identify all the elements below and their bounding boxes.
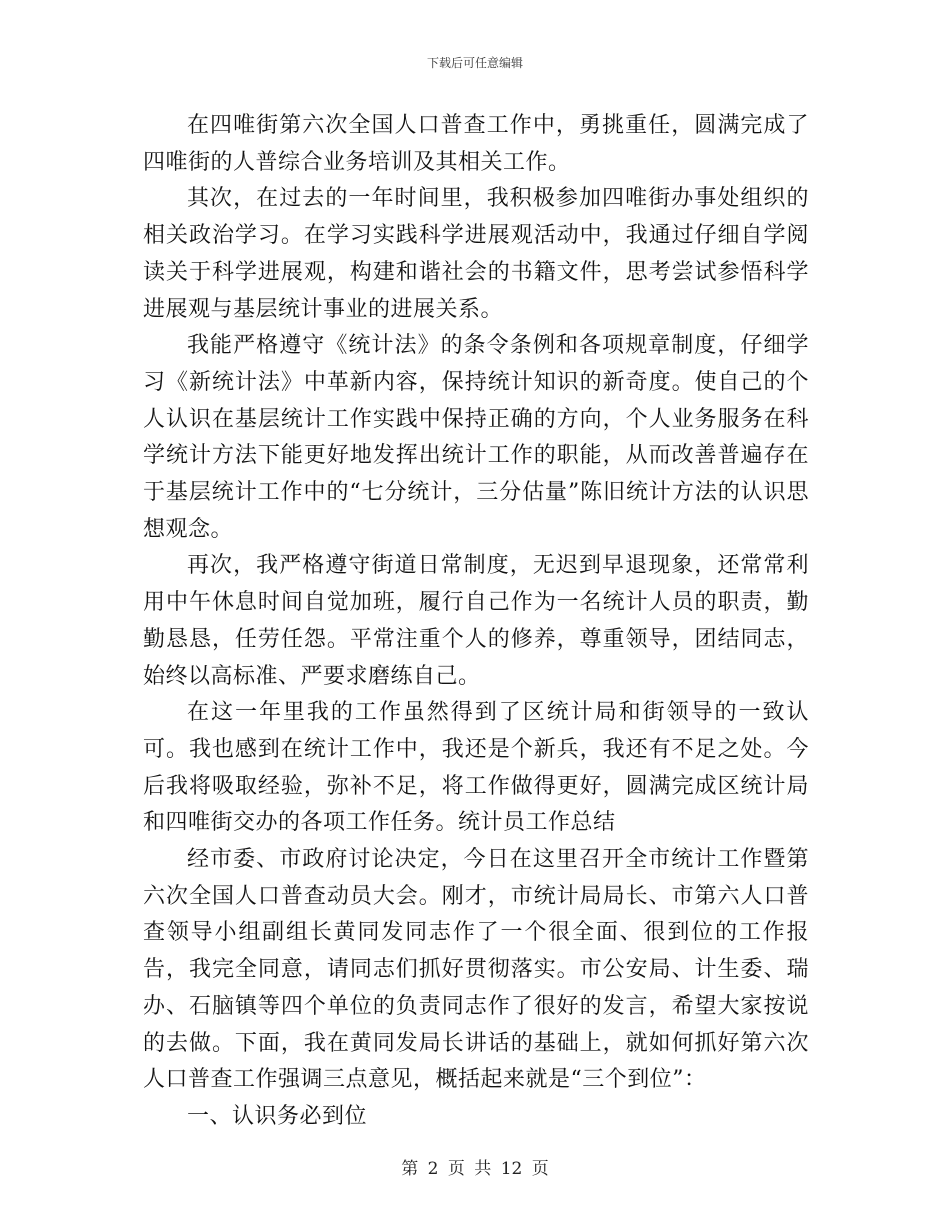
paragraph: 经市委、市政府讨论决定，今日在这里召开全市统计工作暨第六次全国人口普查动员大会。刚才，市统计局局长、市第六人口普查领导小组副组长黄同发同志作了一个很全面、很到位的工作报告，我完全同意，请同志们抓好贯彻落实。市公安局、计生委、瑞办、石脑镇等四个单位的负责同志作了很好的发言，希望大家按说的去做。下面，我在黄同发局长讲话的基础上，就如何抓好第六次人口普查工作强调三点意见，概括起来就是“三个到位”： <box>143 847 809 1093</box>
paragraph: 在这一年里我的工作虽然得到了区统计局和街领导的一致认可。我也感到在统计工作中，我还是个新兵，我还有不足之处。今后我将吸取经验，弥补不足，将工作做得更好，圆满完成区统计局和四唯街交办的各项工作任务。统计员工作总结 <box>143 700 809 836</box>
section-heading: 一、认识务必到位 <box>187 1103 368 1129</box>
page-header: 下载后可任意编辑 <box>426 56 523 70</box>
page-number: 第 2 页 共 12 页 <box>401 1159 549 1179</box>
document-body <box>143 108 809 1136</box>
paragraph: 其次，在过去的一年时间里，我积极参加四唯街办事处组织的相关政治学习。在学习实践科学进展观活动中，我通过仔细自学阅读关于科学进展观，构建和谐社会的书籍文件，思考尝试参悟科学进展观与基层统计事业的进展关系。 <box>143 186 809 322</box>
paragraph: 再次，我严格遵守街道日常制度，无迟到早退现象，还常常利用中午休息时间自觉加班，履行自己作为一名统计人员的职责，勤勤恳恳，任劳任怨。平常注重个人的修养，尊重领导，团结同志，始终以高标准、严要求磨练自己。 <box>143 553 809 689</box>
paragraph: 我能严格遵守《统计法》的条令条例和各项规章制度，仔细学习《新统计法》中革新内容，保持统计知识的新奇度。使自己的个人认识在基层统计工作实践中保持正确的方向，个人业务服务在科学统计方法下能更好地发挥出统计工作的职能，从而改善普遍存在于基层统计工作中的“七分统计，三分估量”陈旧统计方法的认识思想观念。 <box>143 333 809 542</box>
paragraph: 在四唯街第六次全国人口普查工作中，勇挑重任，圆满完成了四唯街的人普综合业务培训及其相关工作。 <box>143 113 809 175</box>
